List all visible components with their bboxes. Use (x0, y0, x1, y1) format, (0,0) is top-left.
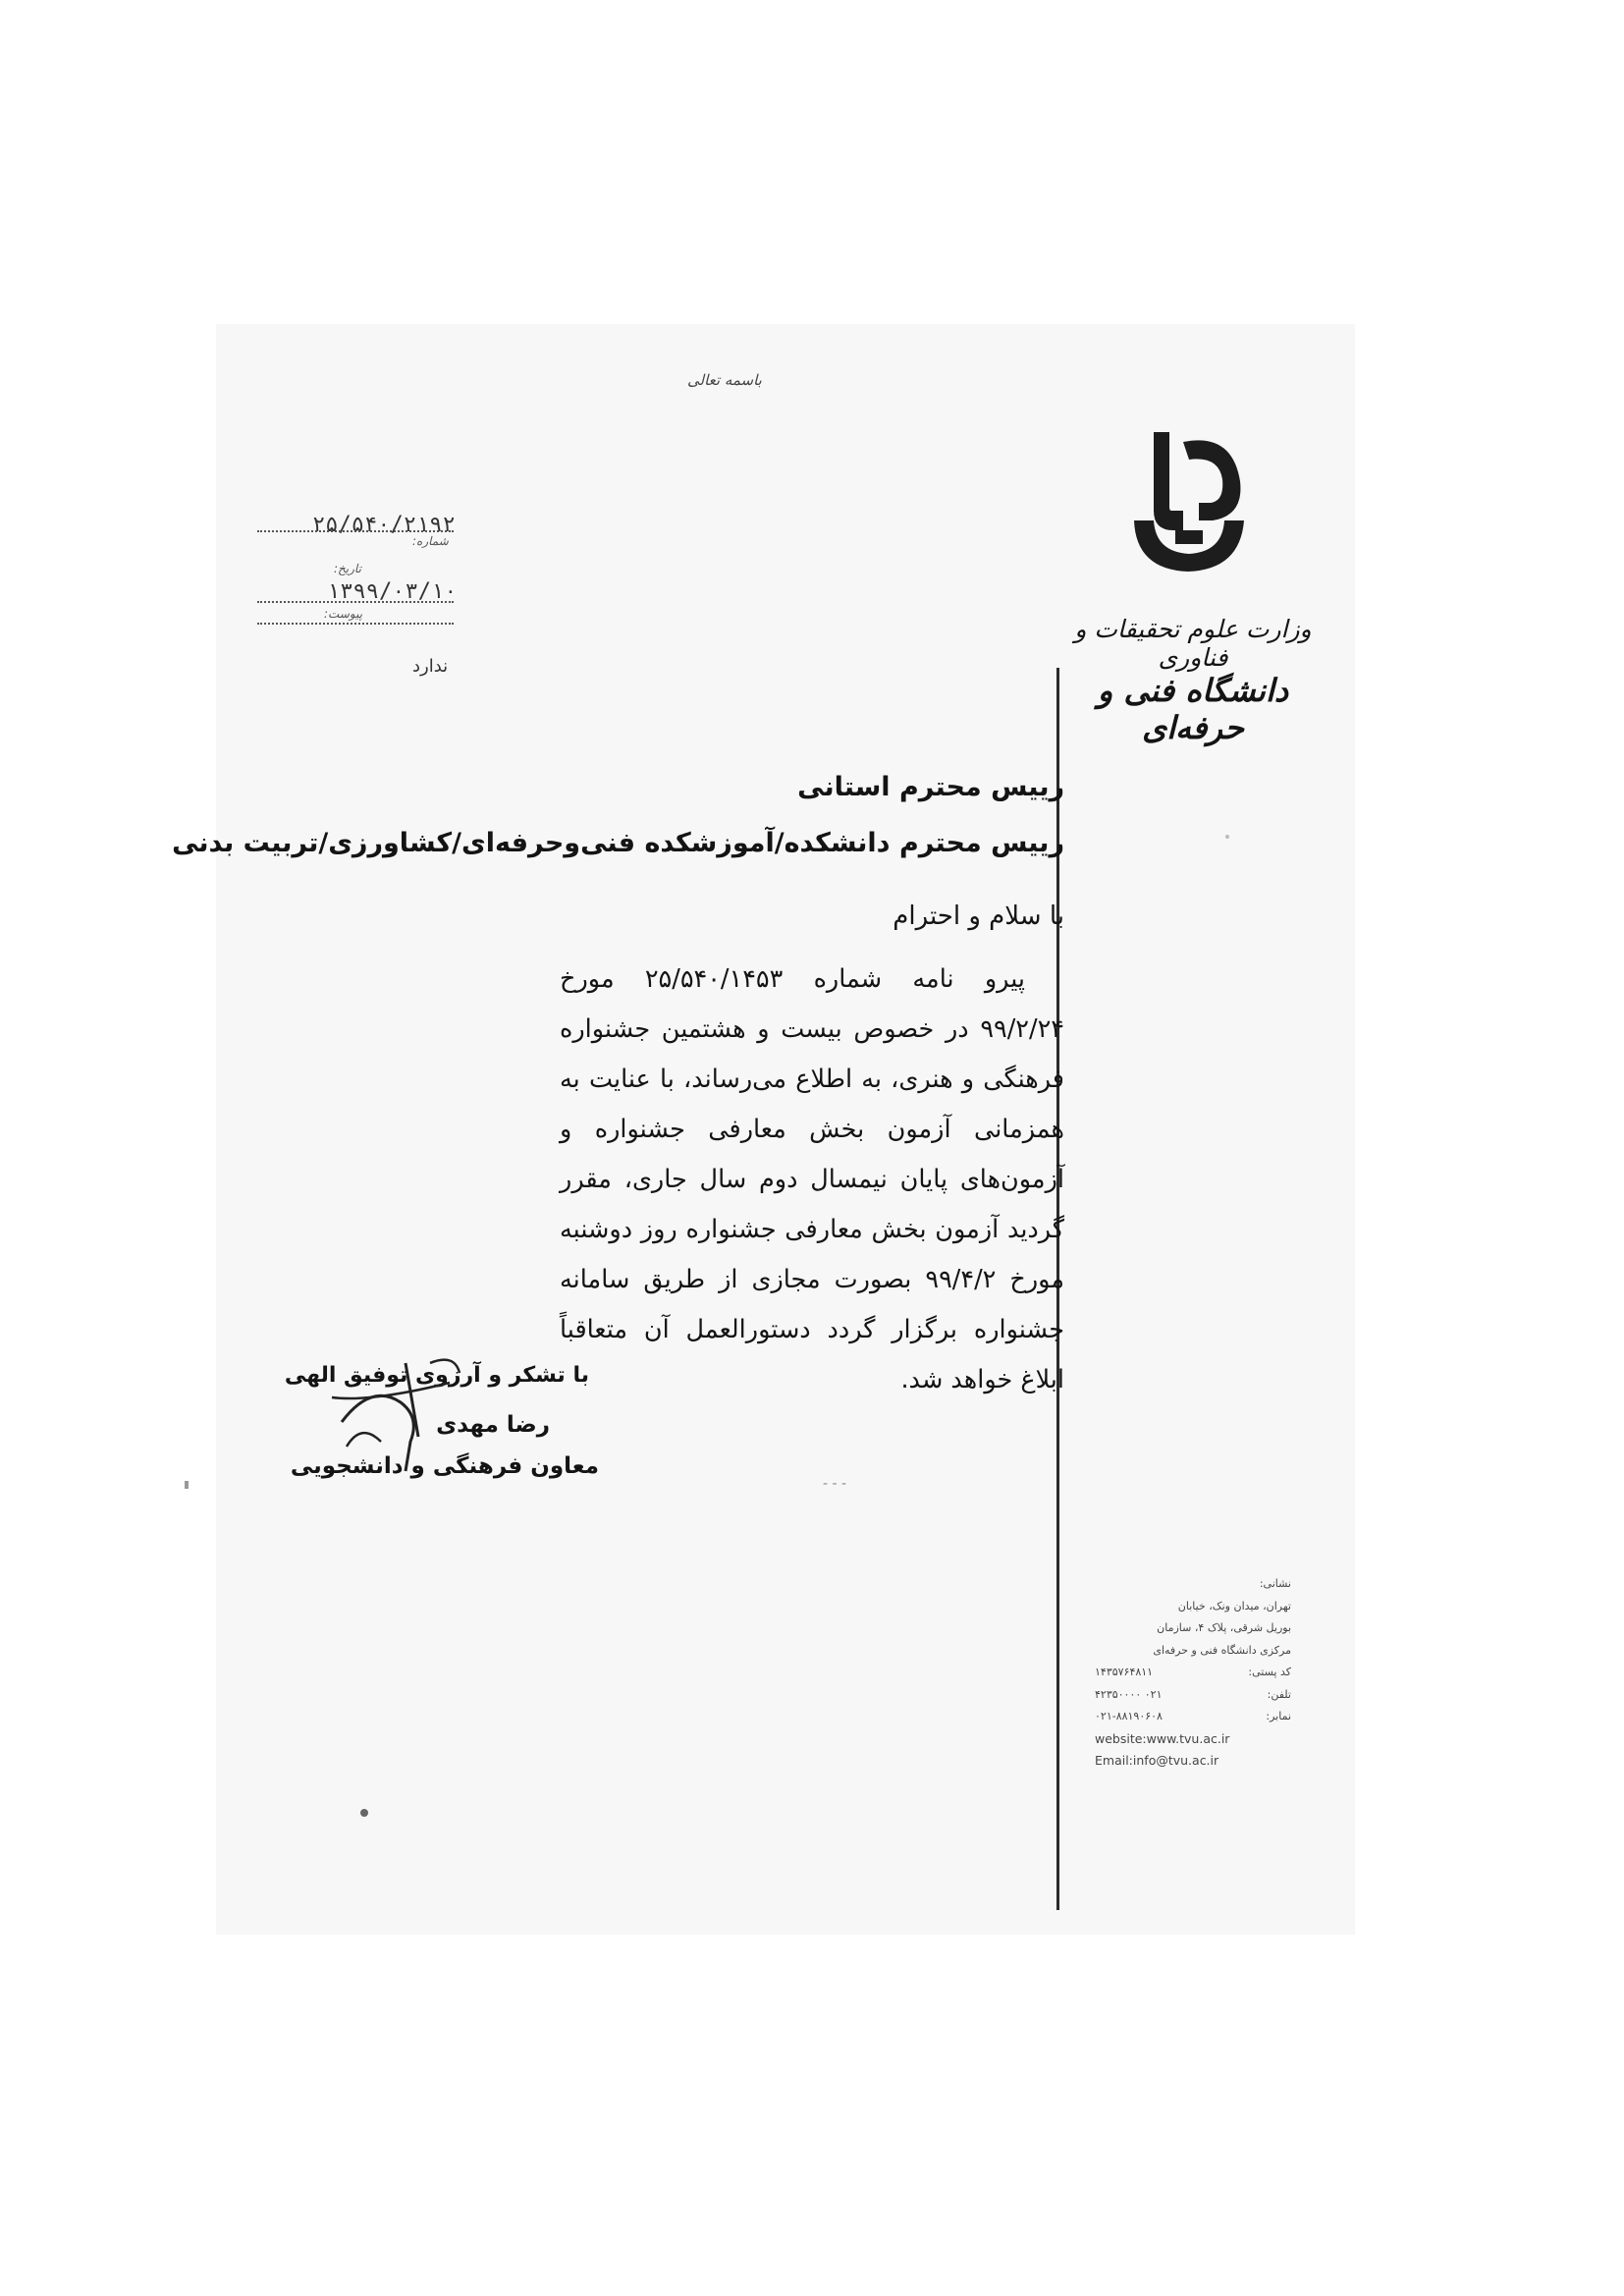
postal-row (1095, 1662, 1291, 1684)
body-paragraph: پیرو نامه شماره ۲۵/۵۴۰/۱۴۵۳ مورخ ۹۹/۲/۲۴ در خصوص بیست و هشتمین جشنواره فرهنگی و هنری، به اطلاع می‌رساند، با عنایت به همزمانی آزمون بخش معارفی جشنواره و آزمون‌های پایان نیمسال دوم سال جاری، مقرر گردید آزمون بخش معارفی جشنواره روز دوشنبه مورخ ۹۹/۴/۲ بصورت مجازی از طریق سامانه جشنواره برگزار گردد دستورالعمل آن متعاقباً ابلاغ خواهد شد. (560, 964, 1064, 1394)
email: Email:info@tvu.ac.ir (1095, 1752, 1219, 1768)
scan-edge-mark (185, 1481, 189, 1489)
address-label-row (1095, 1573, 1291, 1596)
attachment-label: پیوست: (324, 607, 363, 621)
number-line (257, 530, 454, 532)
number-label: شماره: (412, 534, 449, 548)
address-text: بوریل شرقی، پلاک ۴، سازمان (1157, 1621, 1291, 1634)
recipient-line-2: رییس محترم دانشکده/آموزشکده فنی‌وحرفه‌ای/کشاورزی/تربیت بدنی (172, 828, 1064, 858)
website: website:www.tvu.ac.ir (1095, 1730, 1230, 1746)
address-label: نشانی: (1259, 1577, 1291, 1590)
scan-dot (360, 1809, 368, 1817)
attachment-line (257, 623, 454, 625)
letter-heading: باسمه تعالی (687, 371, 762, 389)
university-name: دانشگاه فنی و حرفه‌ای (1097, 672, 1289, 746)
address-line-3 (1095, 1640, 1291, 1663)
ministry-name: وزارت علوم تحقیقات و فناوری (1074, 615, 1312, 672)
fax-number: ۰۲۱-۸۸۱۹۰۶۰۸ (1095, 1710, 1163, 1722)
date-label: تاریخ: (334, 562, 361, 575)
postal-label: کد پستی: (1248, 1666, 1291, 1678)
attachment-value: ندارد (412, 656, 449, 677)
signatory-name: رضا مهدی (436, 1412, 550, 1438)
postal-code: ۱۴۳۵۷۶۴۸۱۱ (1095, 1666, 1154, 1678)
signatory-title: معاون فرهنگی و دانشجویی (290, 1453, 599, 1479)
contact-block (1095, 1573, 1291, 1772)
phone-row (1095, 1684, 1291, 1707)
address-line-2 (1095, 1617, 1291, 1640)
greeting: با سلام و احترام (893, 902, 1064, 931)
recipient-line-1: رییس محترم استانی (797, 772, 1064, 802)
date-line (257, 601, 454, 603)
phone-label: تلفن: (1267, 1687, 1291, 1701)
university-logo-icon (1114, 422, 1262, 579)
letter-body (560, 955, 1064, 1405)
fax-row (1095, 1706, 1291, 1728)
address-line-1 (1095, 1596, 1291, 1618)
phone-number: ۰۲۱ ۴۲۳۵۰۰۰۰ (1095, 1687, 1163, 1701)
faint-mark: - - - (823, 1476, 847, 1492)
handwritten-signature (312, 1343, 474, 1476)
letter-number: ۲۵/۵۴۰/۲۱۹۲ (312, 513, 456, 537)
fax-label: نمابر: (1266, 1710, 1291, 1722)
scan-speck (1225, 835, 1229, 839)
letter-date: ۱۳۹۹/۰۳/۱۰ (327, 579, 458, 604)
address-text: تهران، میدان ونک، خیابان (1177, 1599, 1291, 1613)
closing-wishes: با تشکر و آرزوی توفیق الهی (284, 1363, 589, 1388)
address-text: مرکزی دانشگاه فنی و حرفه‌ای (1153, 1643, 1291, 1657)
